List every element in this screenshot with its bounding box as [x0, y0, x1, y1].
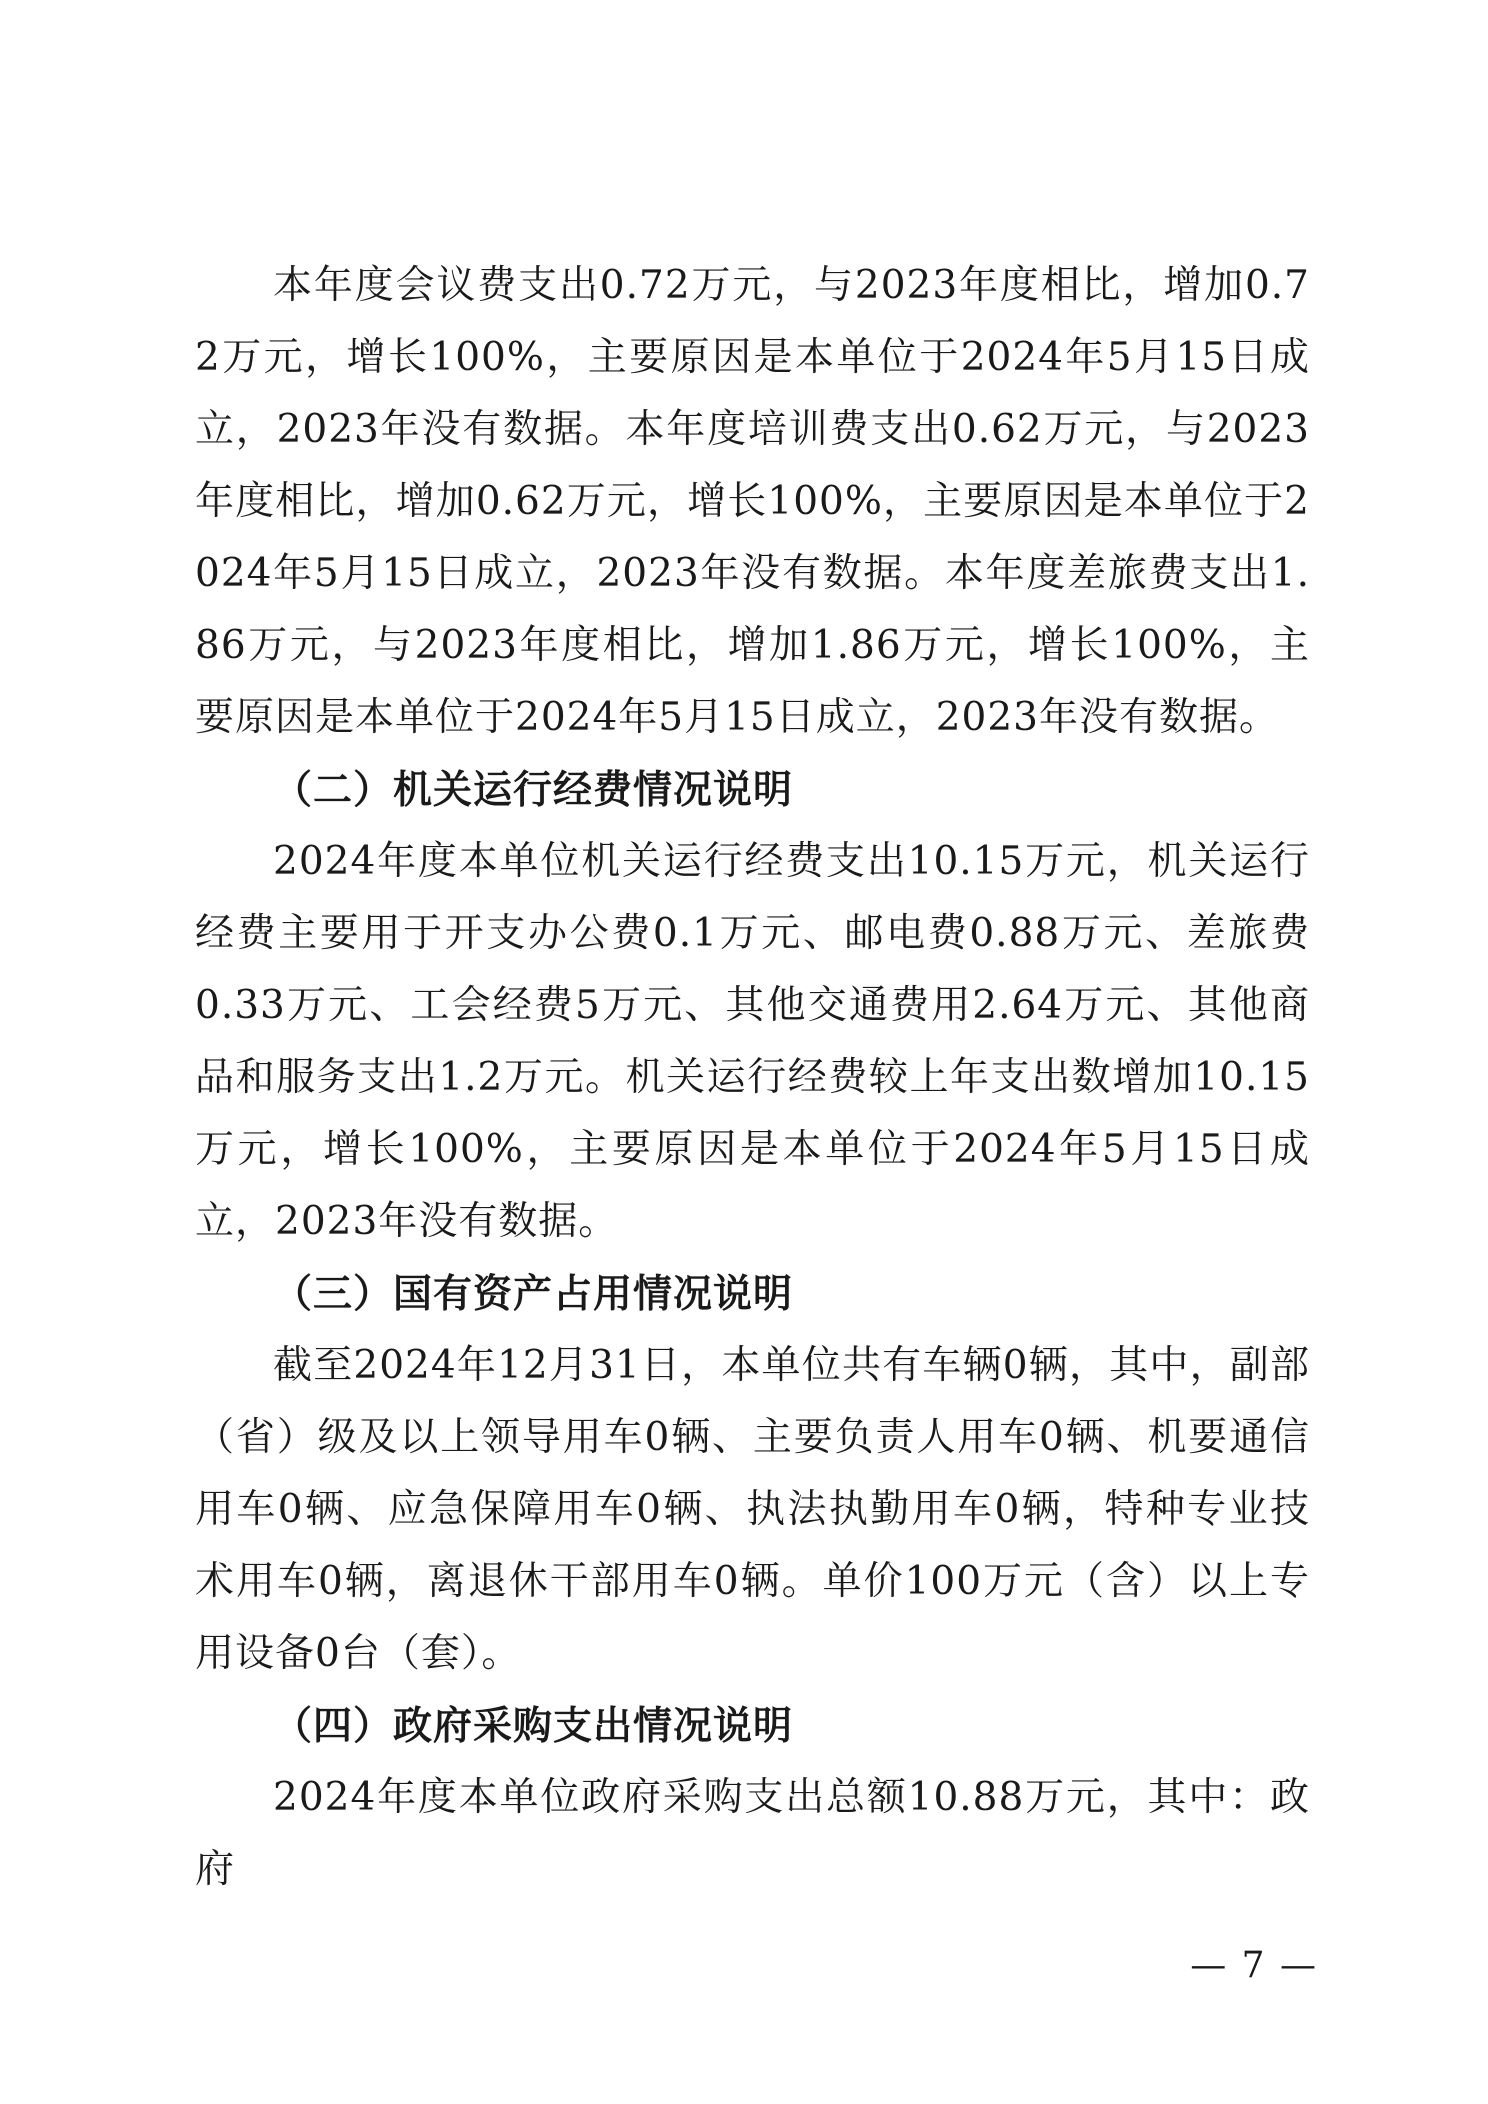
paragraph-operating-expenses: 2024年度本单位机关运行经费支出10.15万元，机关运行经费主要用于开支办公费0.1万元、邮电费0.88万元、差旅费0.33万元、工会经费5万元、其他交通费用2.64万元、其他商品和服务支出1.2万元。机关运行经费较上年支出数增加10.15万元，增长100%，主要原因是本单位于2024年5月15日成立，2023年没有数据。: [195, 839, 1310, 1244]
paragraph-state-assets: 截至2024年12月31日，本单位共有车辆0辆，其中，副部（省）级及以上领导用车0辆、主要负责人用车0辆、机要通信用车0辆、应急保障用车0辆、执法执勤用车0辆，特种专业技术用车0辆，离退休干部用车0辆。单价100万元（含）以上专用设备0台（套）。: [195, 1343, 1310, 1676]
page-number: — 7 —: [1190, 1945, 1318, 1986]
section-heading-government-procurement: （四）政府采购支出情况说明: [273, 1703, 794, 1749]
section-heading-state-assets: （三）国有资产占用情况说明: [273, 1271, 794, 1317]
section-heading-operating-expenses: （二）机关运行经费情况说明: [273, 767, 794, 813]
paragraph-meeting-training-travel-expenses: 本年度会议费支出0.72万元，与2023年度相比，增加0.72万元，增长100%，主要原因是本单位于2024年5月15日成立，2023年没有数据。本年度培训费支出0.62万元，与2023年度相比，增加0.62万元，增长100%，主要原因是本单位于2024年5月15日成立，2023年没有数据。本年度差旅费支出1.86万元，与2023年度相比，增加1.86万元，增长100%，主要原因是本单位于2024年5月15日成立，2023年没有数据。: [195, 263, 1310, 740]
document-body: [195, 250, 1310, 1906]
paragraph-government-procurement: 2024年度本单位政府采购支出总额10.88万元，其中：政府: [195, 1775, 1310, 1892]
